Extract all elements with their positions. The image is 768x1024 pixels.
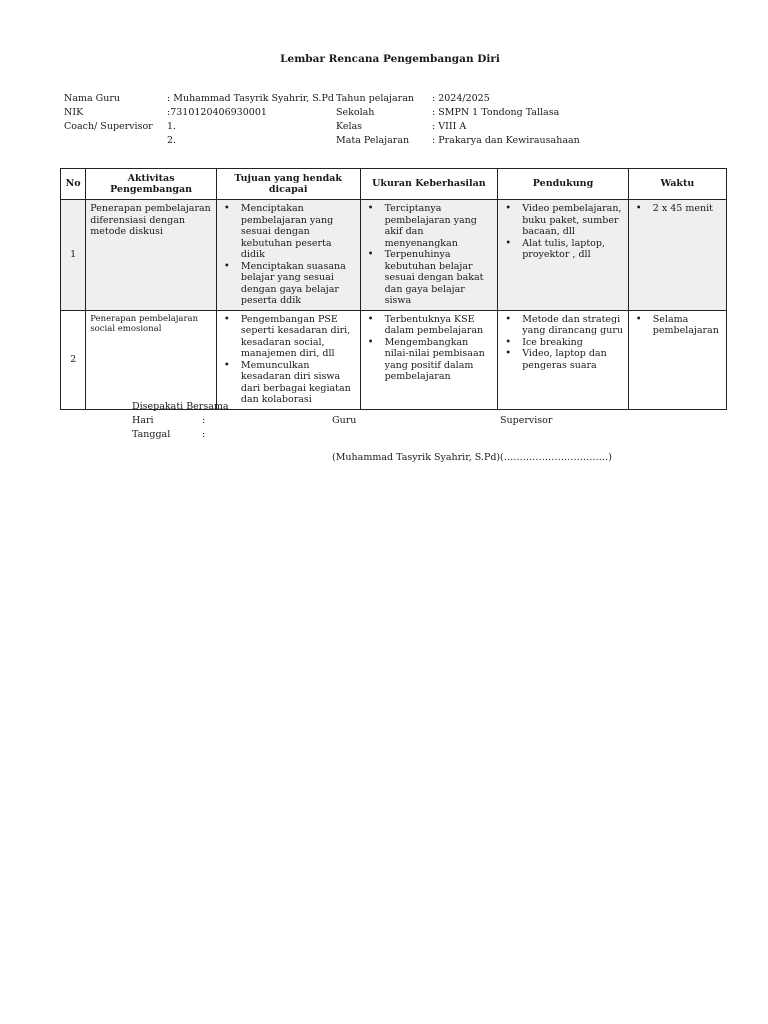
guru-label: Guru: [332, 415, 357, 426]
info-value: 1.: [167, 121, 177, 132]
pendukung-cell: [498, 310, 629, 409]
list-item: • Terpenuhinya kebutuhan belajar sesuai dengan bakat dan gaya belajar siswa: [365, 249, 494, 307]
info-left-labels: [64, 93, 153, 149]
list-item: • Ice breaking: [502, 337, 624, 349]
info-label: NIK: [64, 107, 84, 118]
tujuan-cell: [216, 200, 360, 311]
info-label: [64, 135, 153, 149]
info-right-labels: [336, 93, 414, 149]
info-value: : SMPN 1 Tondong Tallasa: [432, 107, 560, 118]
list-item: • 2 x 45 menit: [633, 203, 722, 215]
hari-colon: :: [202, 415, 206, 426]
column-header: Waktu: [628, 169, 726, 200]
list-item: • Pengembangan PSE seperti kesadaran diri, kesadaran social, manajemen diri, dll: [221, 314, 356, 360]
agreement-heading: Disepakati Bersama: [132, 401, 229, 412]
info-value: 2.: [167, 135, 177, 146]
column-header: Tujuan yang hendak dicapai: [216, 169, 360, 200]
ukuran-cell: [360, 310, 498, 409]
info-value: : Muhammad Tasyrik Syahrir, S.Pd: [167, 93, 334, 104]
row-number: 2: [61, 310, 86, 409]
list-item: • Terciptanya pembelajaran yang akif dan menyenangkan: [365, 203, 494, 249]
info-value: : 2024/2025: [432, 93, 490, 104]
table-row: [61, 200, 727, 311]
info-label: Kelas: [336, 121, 363, 132]
info-label: Nama Guru: [64, 93, 121, 104]
info-value: : Prakarya dan Kewirausahaan: [432, 135, 580, 146]
list-item: • Selama pembelajaran: [633, 314, 722, 337]
table-header-row: [61, 169, 727, 200]
info-left-values: [167, 93, 334, 149]
list-item: • Memunculkan kesadaran diri siswa dari berbagai kegiatan dan kolaborasi: [221, 360, 356, 406]
aktivitas-cell: Penerapan pembelajaran social emosional: [86, 310, 217, 409]
hari-label: Hari: [132, 415, 154, 426]
info-label: Mata Pelajaran: [336, 135, 410, 146]
list-item: • Terbentuknya KSE dalam pembelajaran: [365, 314, 494, 337]
list-item: • Menciptakan pembelajaran yang sesuai dengan kebutuhan peserta didik: [221, 203, 356, 261]
list-item: • Alat tulis, laptop, proyektor , dll: [502, 238, 624, 261]
column-header: No: [61, 169, 86, 200]
info-value: : VIII A: [432, 121, 467, 132]
tanggal-label: Tanggal: [132, 429, 171, 440]
list-item: • Menciptakan suasana belajar yang sesuai dengan gaya belajar peserta ddik: [221, 261, 356, 307]
column-header: Pendukung: [498, 169, 629, 200]
tanggal-colon: :: [202, 429, 206, 440]
plan-table: [60, 168, 727, 410]
aktivitas-cell: Penerapan pembelajaran diferensiasi dengan metode diskusi: [86, 200, 217, 311]
page-title: Lembar Rencana Pengembangan Diri: [280, 53, 500, 65]
waktu-cell: [628, 200, 726, 311]
row-number: 1: [61, 200, 86, 311]
info-label: Coach/ Supervisor: [64, 121, 153, 132]
waktu-cell: [628, 310, 726, 409]
list-item: • Video, laptop dan pengeras suara: [502, 348, 624, 371]
tujuan-cell: [216, 310, 360, 409]
table-row: [61, 310, 727, 409]
list-item: • Video pembelajaran, buku paket, sumber bacaan, dll: [502, 203, 624, 238]
list-item: • Mengembangkan nilai-nilai pembisaan yang positif dalam pembelajaran: [365, 337, 494, 383]
column-header: Aktivitas Pengembangan: [86, 169, 217, 200]
supervisor-label: Supervisor: [500, 415, 553, 426]
column-header: Ukuran Keberhasilan: [360, 169, 498, 200]
guru-signature-name: (Muhammad Tasyrik Syahrir, S.Pd): [332, 452, 501, 463]
info-label: Sekolah: [336, 107, 375, 118]
info-right-values: [432, 93, 580, 149]
info-label: Tahun pelajaran: [336, 93, 414, 104]
list-item: • Metode dan strategi yang dirancang guru: [502, 314, 624, 337]
supervisor-signature-name: (……………………………): [500, 452, 612, 463]
ukuran-cell: [360, 200, 498, 311]
info-value: :7310120406930001: [167, 107, 267, 118]
pendukung-cell: [498, 200, 629, 311]
